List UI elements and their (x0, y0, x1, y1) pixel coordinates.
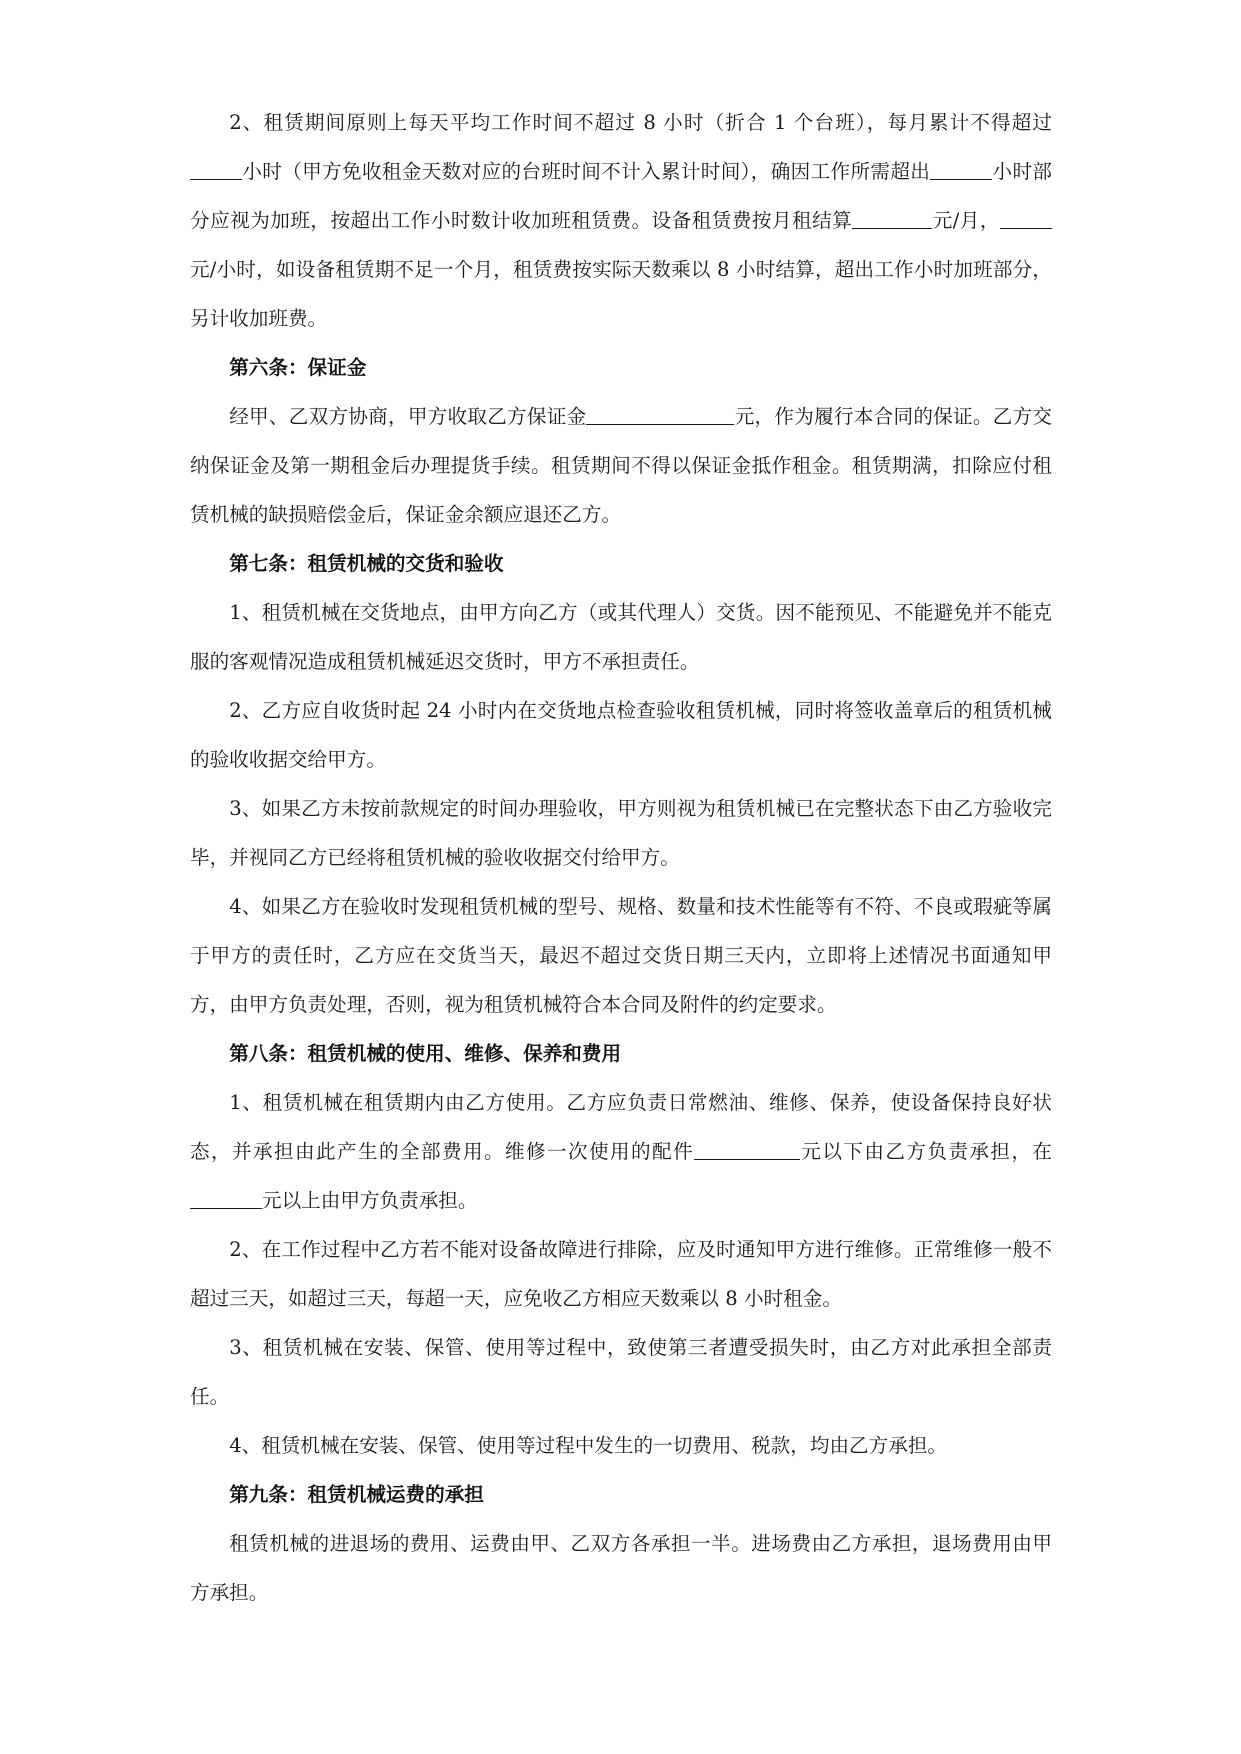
blank-monthly-rent[interactable] (852, 206, 932, 229)
article-6-para (190, 392, 1052, 539)
blank-deposit-amount[interactable] (586, 402, 734, 425)
blank-parts-upper[interactable] (190, 1186, 262, 1209)
blank-hourly-rent[interactable] (1000, 206, 1052, 229)
article-6-text-a: 经甲、乙双方协商，甲方收取乙方保证金 (229, 405, 587, 428)
article-7-title: 第七条：租赁机械的交货和验收 (229, 552, 504, 575)
article-7-clause-4: 4、如果乙方在验收时发现租赁机械的型号、规格、数量和技术性能等有不符、不良或瑕疵等属于甲方的责任时，乙方应在交货当天，最迟不超过交货日期三天内，立即将上述情况书面通知甲方，由甲方负责处理，否则，视为租赁机械符合本合同及附件的约定要求。 (190, 895, 1052, 1016)
article-8-clause-3: 3、租赁机械在安装、保管、使用等过程中，致使第三者遭受损失时，由乙方对此承担全部责任。 (190, 1336, 1052, 1408)
article-7-clause-2: 2、乙方应自收货时起 24 小时内在交货地点检查验收租赁机械，同时将签收盖章后的租赁机械的验收收据交给甲方。 (190, 699, 1052, 771)
clause-5-2-text-d: 元/月， (932, 209, 1001, 232)
article-8-clause-1-text-c: 元以上由甲方负责承担。 (262, 1189, 478, 1212)
clause-5-2-text-c: 小时部分应视为加班，按超出工作小时数计收加班租赁费。设备租赁费按月租结算 (190, 160, 1053, 232)
article-8-clause-1-text-a: 1、租赁机械在租赁期内由乙方使用。乙方应负责日常燃油、维修、保养，使设备保持良好状态，并承担由此产生的全部费用。维修一次使用的配件 (190, 1091, 1052, 1163)
clause-5-2-text-b: 小时（甲方免收租金天数对应的台班时间不计入累计时间），确因工作所需超出 (242, 160, 931, 183)
clause-5-2 (190, 98, 1052, 343)
clause-5-2-text-a: 2、租赁期间原则上每天平均工作时间不超过 8 小时（折合 1 个台班），每月累计不得超过 (229, 111, 1052, 134)
clause-5-2-text-e: 元/小时，如设备租赁期不足一个月，租赁费按实际天数乘以 8 小时结算，超出工作小时加班部分，另计收加班费。 (190, 258, 1052, 330)
article-8-clause-4: 4、租赁机械在安装、保管、使用等过程中发生的一切费用、税款，均由乙方承担。 (229, 1434, 948, 1457)
blank-overtime-hours[interactable] (930, 157, 992, 180)
document-body (190, 98, 1052, 1617)
article-6-title: 第六条：保证金 (229, 356, 367, 379)
blank-monthly-hours[interactable] (190, 157, 242, 180)
article-9-title: 第九条：租赁机械运费的承担 (229, 1483, 484, 1506)
article-9-para: 租赁机械的进退场的费用、运费由甲、乙双方各承担一半。进场费由乙方承担，退场费用由甲方承担。 (190, 1532, 1052, 1604)
article-6-text-b: 元，作为履行本合同的保证。乙方交纳保证金及第一期租金后办理提货手续。租赁期间不得以保证金抵作租金。租赁期满，扣除应付租赁机械的缺损赔偿金后，保证金余额应退还乙方。 (190, 405, 1053, 526)
blank-parts-threshold[interactable] (694, 1137, 800, 1160)
article-7-clause-3: 3、如果乙方未按前款规定的时间办理验收，甲方则视为租赁机械已在完整状态下由乙方验收完毕，并视同乙方已经将租赁机械的验收收据交付给甲方。 (190, 797, 1052, 869)
article-8-clause-1-text-b: 元以下由乙方负责承担，在 (800, 1140, 1052, 1163)
article-7-clause-1: 1、租赁机械在交货地点，由甲方向乙方（或其代理人）交货。因不能预见、不能避免并不能克服的客观情况造成租赁机械延迟交货时，甲方不承担责任。 (190, 601, 1052, 673)
article-8-title: 第八条：租赁机械的使用、维修、保养和费用 (229, 1042, 622, 1065)
article-8-clause-2: 2、在工作过程中乙方若不能对设备故障进行排除，应及时通知甲方进行维修。正常维修一般不超过三天，如超过三天，每超一天，应免收乙方相应天数乘以 8 小时租金。 (190, 1238, 1052, 1310)
article-8-clause-1 (190, 1078, 1052, 1225)
